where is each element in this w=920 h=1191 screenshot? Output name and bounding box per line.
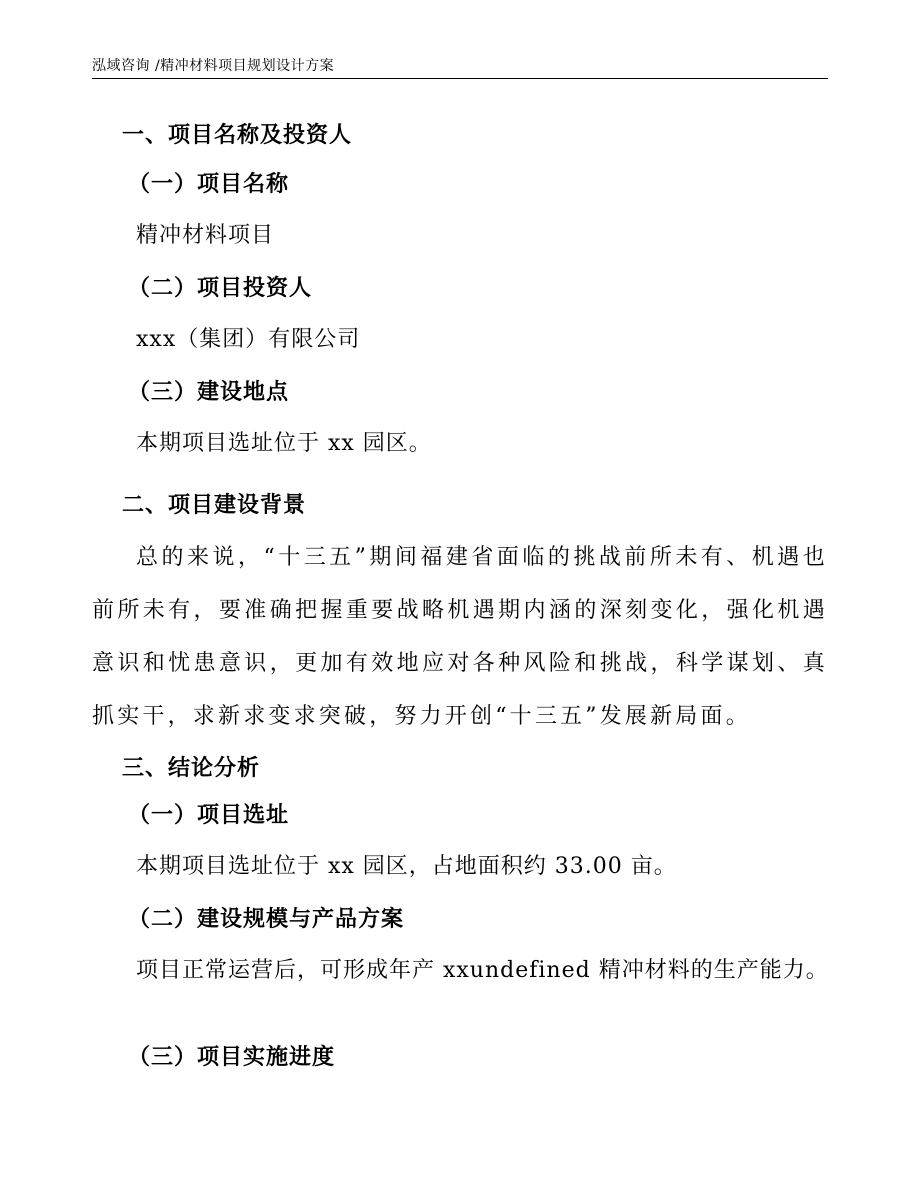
- section1-heading: 一、项目名称及投资人: [122, 122, 353, 148]
- project-name-heading: （一）项目名称: [128, 171, 290, 197]
- section3-heading: 三、结论分析: [122, 755, 261, 781]
- project-investor-text: xxx（集团）有限公司: [136, 327, 361, 352]
- construction-site-heading: （三）建设地点: [128, 379, 290, 405]
- site-selection-heading: （一）项目选址: [128, 802, 290, 828]
- background-paragraph: 总的来说，“十三五”期间福建省面临的挑战前所未有、机遇也前所未有，要准确把握重要战略机遇期内涵的深刻变化，强化机遇意识和忧患意识，更加有效地应对各种风险和挑战，科学谋划、真抓实干，求新求变求突破，努力开创“十三五”发展新局面。: [92, 545, 828, 729]
- scale-plan-heading: （二）建设规模与产品方案: [128, 906, 405, 932]
- scale-plan-text: 项目正常运营后，可形成年产 xxundefined 精冲材料的生产能力。: [136, 958, 829, 983]
- project-investor-heading: （二）项目投资人: [128, 275, 313, 301]
- project-name-text: 精冲材料项目: [136, 223, 275, 248]
- construction-site-text: 本期项目选址位于 xx 园区。: [136, 431, 432, 456]
- site-selection-text: 本期项目选址位于 xx 园区，占地面积约 33.00 亩。: [136, 854, 677, 879]
- schedule-heading: （三）项目实施进度: [128, 1044, 336, 1070]
- section2-heading: 二、项目建设背景: [122, 492, 307, 518]
- page-header: 泓域咨询 /精冲材料项目规划设计方案: [92, 56, 828, 79]
